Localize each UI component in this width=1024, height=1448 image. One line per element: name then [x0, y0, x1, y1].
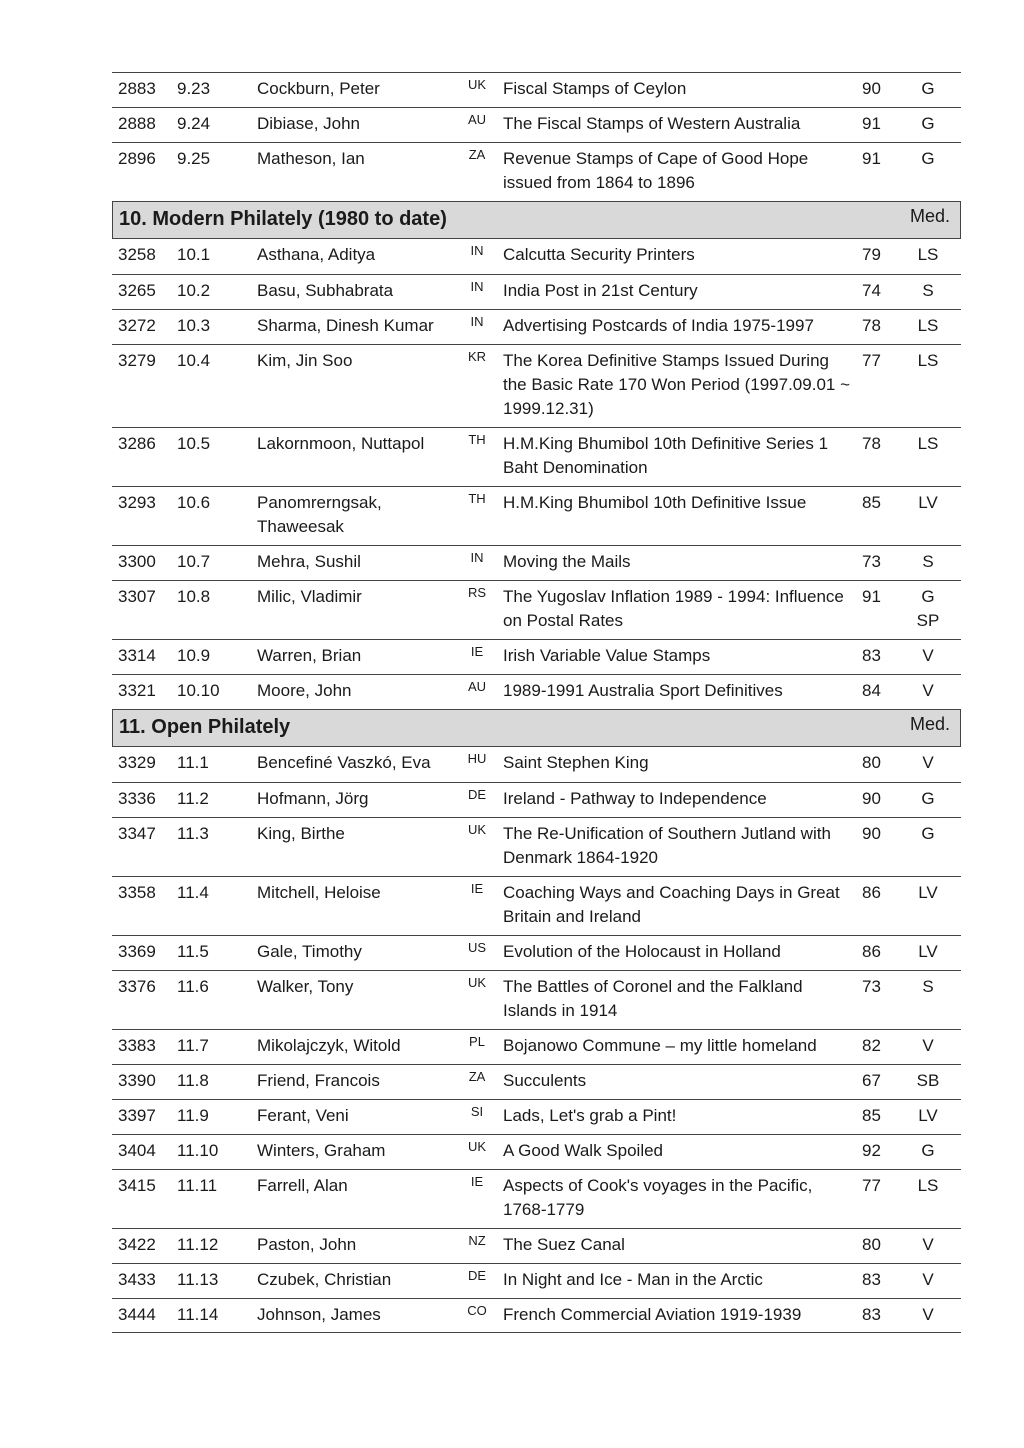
- exhibit-title: Revenue Stamps of Cape of Good Hope issued from 1864 to 1896: [503, 149, 809, 192]
- entry-reference: 11.6: [177, 977, 209, 996]
- exhibit-number: 3293: [118, 493, 156, 512]
- country-code: ZA: [468, 1069, 486, 1084]
- medal: V: [922, 681, 934, 700]
- medal: G: [921, 79, 935, 98]
- entry-reference: 11.12: [177, 1235, 219, 1254]
- country-code: IE: [470, 1174, 484, 1189]
- exhibit-title: The Suez Canal: [503, 1235, 625, 1254]
- medal: V: [922, 646, 934, 665]
- entry-reference: 10.10: [177, 681, 220, 700]
- exhibit-number: 3433: [118, 1270, 156, 1289]
- table-row: [112, 1169, 961, 1228]
- exhibit-number: 2896: [118, 149, 156, 168]
- exhibit-number: 3258: [118, 245, 156, 264]
- entry-reference: 11.10: [177, 1141, 219, 1160]
- country-code: IN: [470, 314, 484, 329]
- exhibitor-name: Hofmann, Jörg: [257, 789, 369, 808]
- medal: G: [921, 149, 935, 168]
- country-code: PL: [469, 1034, 485, 1049]
- medal: LS: [917, 245, 939, 264]
- exhibitor-name: Moore, John: [257, 681, 352, 700]
- exhibit-title: Advertising Postcards of India 1975-1997: [503, 316, 814, 335]
- table-row: [112, 1298, 961, 1333]
- table-row: [112, 970, 961, 1029]
- exhibitor-name: Bencefiné Vaszkó, Eva: [257, 753, 431, 772]
- entry-reference: 11.1: [177, 753, 209, 772]
- exhibit-title: H.M.King Bhumibol 10th Definitive Series 1 Baht Denomination: [503, 434, 829, 477]
- medal: G: [921, 1141, 935, 1160]
- table-row: [112, 674, 961, 709]
- entry-reference: 9.23: [177, 79, 211, 98]
- table-row: [112, 344, 961, 427]
- exhibit-title: Ireland - Pathway to Independence: [503, 789, 767, 808]
- exhibitor-name: Panomrerngsak, Thaweesak: [257, 493, 382, 536]
- exhibit-title: India Post in 21st Century: [503, 281, 698, 300]
- exhibit-title: French Commercial Aviation 1919-1939: [503, 1305, 802, 1324]
- country-code: UK: [467, 822, 487, 837]
- country-code: UK: [467, 975, 487, 990]
- table-row: [112, 1029, 961, 1064]
- country-code: TH: [468, 432, 486, 447]
- points: 74: [862, 281, 881, 300]
- section-title: 10. Modern Philately (1980 to date): [119, 208, 447, 230]
- table-row: [112, 1228, 961, 1263]
- exhibit-title: Succulents: [503, 1071, 587, 1090]
- exhibitor-name: Kim, Jin Soo: [257, 351, 353, 370]
- exhibit-number: 3369: [118, 942, 156, 961]
- exhibitor-name: Friend, Francois: [257, 1071, 380, 1090]
- exhibitor-name: Sharma, Dinesh Kumar: [257, 316, 434, 335]
- exhibitor-name: Paston, John: [257, 1235, 357, 1254]
- points: 73: [862, 552, 881, 571]
- exhibit-number: 2888: [118, 114, 156, 133]
- medal: V: [922, 1305, 934, 1324]
- exhibit-number: 3390: [118, 1071, 156, 1090]
- exhibit-title: The Yugoslav Inflation 1989 - 1994: Influence on Postal Rates: [503, 587, 844, 630]
- country-code: TH: [468, 491, 486, 506]
- medal: V: [922, 1036, 934, 1055]
- entry-reference: 11.5: [177, 942, 209, 961]
- table-row: [112, 1064, 961, 1099]
- country-code: IN: [470, 550, 484, 565]
- points: 82: [862, 1036, 881, 1055]
- country-code: DE: [467, 787, 487, 802]
- table-row: [112, 309, 961, 344]
- points: 83: [862, 1305, 881, 1324]
- exhibit-number: 3272: [118, 316, 156, 335]
- exhibit-number: 3314: [118, 646, 156, 665]
- table-row: [112, 817, 961, 876]
- entry-reference: 11.9: [177, 1106, 209, 1125]
- medal: V: [922, 1270, 934, 1289]
- entry-reference: 11.2: [177, 789, 209, 808]
- entry-reference: 10.6: [177, 493, 211, 512]
- points: 90: [862, 824, 881, 843]
- exhibit-title: Moving the Mails: [503, 552, 631, 571]
- exhibit-title: Bojanowo Commune – my little homeland: [503, 1036, 817, 1055]
- exhibit-number: 3404: [118, 1141, 156, 1160]
- results-table: [112, 72, 961, 1333]
- points: 67: [862, 1071, 881, 1090]
- entry-reference: 10.3: [177, 316, 211, 335]
- exhibit-title: Calcutta Security Printers: [503, 245, 695, 264]
- exhibit-number: 2883: [118, 79, 156, 98]
- entry-reference: 10.4: [177, 351, 211, 370]
- table-row: [112, 274, 961, 309]
- exhibit-title: Coaching Ways and Coaching Days in Great Britain and Ireland: [503, 883, 840, 926]
- points: 77: [862, 351, 881, 370]
- country-code: US: [467, 940, 487, 955]
- medal: G: [921, 114, 935, 133]
- entry-reference: 10.2: [177, 281, 211, 300]
- medal: LS: [917, 1176, 939, 1195]
- exhibit-title: The Re-Unification of Southern Jutland with Denmark 1864-1920: [503, 824, 831, 867]
- exhibit-number: 3329: [118, 753, 156, 772]
- medal: S: [922, 281, 934, 300]
- exhibit-number: 3397: [118, 1106, 156, 1125]
- section-header: [112, 201, 961, 239]
- points: 78: [862, 434, 881, 453]
- exhibit-number: 3376: [118, 977, 156, 996]
- points: 83: [862, 646, 881, 665]
- points: 85: [862, 493, 881, 512]
- exhibit-title: The Battles of Coronel and the Falkland Islands in 1914: [503, 977, 803, 1020]
- table-row: [112, 1099, 961, 1134]
- entry-reference: 10.7: [177, 552, 211, 571]
- exhibit-number: 3265: [118, 281, 156, 300]
- country-code: IE: [470, 644, 484, 659]
- points: 77: [862, 1176, 881, 1195]
- points: 91: [862, 149, 881, 168]
- exhibitor-name: Cockburn, Peter: [257, 79, 380, 98]
- exhibit-title: A Good Walk Spoiled: [503, 1141, 664, 1160]
- exhibitor-name: Matheson, Ian: [257, 149, 365, 168]
- points: 92: [862, 1141, 881, 1160]
- section-title: 11. Open Philately: [119, 716, 291, 738]
- country-code: UK: [467, 77, 487, 92]
- table-row: [112, 782, 961, 817]
- exhibit-title: Saint Stephen King: [503, 753, 649, 772]
- entry-reference: 11.4: [177, 883, 209, 902]
- medal: V: [922, 753, 934, 772]
- table-row: [112, 747, 961, 782]
- exhibitor-name: Mehra, Sushil: [257, 552, 361, 571]
- country-code: RS: [467, 585, 487, 600]
- exhibit-number: 3307: [118, 587, 156, 606]
- exhibitor-name: Winters, Graham: [257, 1141, 386, 1160]
- points: 79: [862, 245, 881, 264]
- exhibitor-name: Johnson, James: [257, 1305, 381, 1324]
- points: 78: [862, 316, 881, 335]
- country-code: KR: [467, 349, 487, 364]
- exhibit-number: 3444: [118, 1305, 156, 1324]
- points: 90: [862, 789, 881, 808]
- table-row: [112, 935, 961, 970]
- country-code: AU: [467, 112, 487, 127]
- exhibitor-name: Gale, Timothy: [257, 942, 362, 961]
- exhibitor-name: Asthana, Aditya: [257, 245, 376, 264]
- exhibitor-name: Lakornmoon, Nuttapol: [257, 434, 425, 453]
- entry-reference: 10.9: [177, 646, 211, 665]
- exhibitor-name: Milic, Vladimir: [257, 587, 362, 606]
- medal: LS: [917, 434, 939, 453]
- points: 80: [862, 753, 881, 772]
- country-code: AU: [467, 679, 487, 694]
- table-row: [112, 72, 961, 107]
- medal: G SP: [916, 587, 940, 630]
- exhibit-number: 3383: [118, 1036, 156, 1055]
- exhibit-title: The Korea Definitive Stamps Issued During the Basic Rate 170 Won Period (1997.09.01 ~ 1999.12.31): [503, 351, 850, 418]
- country-code: SI: [470, 1104, 484, 1119]
- points: 86: [862, 942, 881, 961]
- entry-reference: 9.24: [177, 114, 211, 133]
- exhibitor-name: Walker, Tony: [257, 977, 354, 996]
- country-code: ZA: [468, 147, 486, 162]
- entry-reference: 10.1: [177, 245, 211, 264]
- medal: LV: [918, 493, 938, 512]
- exhibit-number: 3286: [118, 434, 156, 453]
- table-row: [112, 639, 961, 674]
- exhibit-number: 3358: [118, 883, 156, 902]
- exhibit-title: 1989-1991 Australia Sport Definitives: [503, 681, 783, 700]
- exhibit-number: 3422: [118, 1235, 156, 1254]
- table-row: [112, 142, 961, 201]
- medal-column-header: Med.: [909, 206, 950, 226]
- exhibitor-name: Dibiase, John: [257, 114, 361, 133]
- exhibitor-name: King, Birthe: [257, 824, 345, 843]
- exhibit-title: Lads, Let's grab a Pint!: [503, 1106, 677, 1125]
- country-code: NZ: [468, 1233, 486, 1248]
- exhibitor-name: Warren, Brian: [257, 646, 362, 665]
- points: 91: [862, 114, 881, 133]
- exhibit-number: 3347: [118, 824, 156, 843]
- exhibit-title: Aspects of Cook's voyages in the Pacific, 1768-1779: [503, 1176, 813, 1219]
- table-row: [112, 545, 961, 580]
- medal: V: [922, 1235, 934, 1254]
- exhibitor-name: Mitchell, Heloise: [257, 883, 381, 902]
- table-row: [112, 486, 961, 545]
- medal: G: [921, 789, 935, 808]
- country-code: CO: [467, 1303, 487, 1318]
- exhibit-title: H.M.King Bhumibol 10th Definitive Issue: [503, 493, 807, 512]
- table-row: [112, 876, 961, 935]
- points: 85: [862, 1106, 881, 1125]
- country-code: IN: [470, 243, 484, 258]
- points: 90: [862, 79, 881, 98]
- entry-reference: 11.13: [177, 1270, 219, 1289]
- section-header: [112, 709, 961, 747]
- points: 83: [862, 1270, 881, 1289]
- table-row: [112, 1263, 961, 1298]
- table-row: [112, 1134, 961, 1169]
- points: 80: [862, 1235, 881, 1254]
- entry-reference: 11.3: [177, 824, 209, 843]
- table-row: [112, 427, 961, 486]
- medal: LV: [918, 883, 938, 902]
- medal: S: [922, 552, 934, 571]
- entry-reference: 11.7: [177, 1036, 209, 1055]
- medal: LV: [918, 942, 938, 961]
- table-row: [112, 580, 961, 639]
- medal: SB: [916, 1071, 940, 1090]
- country-code: IE: [470, 881, 484, 896]
- exhibitor-name: Mikolajczyk, Witold: [257, 1036, 401, 1055]
- entry-reference: 11.8: [177, 1071, 209, 1090]
- points: 86: [862, 883, 881, 902]
- exhibit-number: 3336: [118, 789, 156, 808]
- table-row: [112, 107, 961, 142]
- medal: LS: [917, 351, 939, 370]
- points: 73: [862, 977, 881, 996]
- medal: LV: [918, 1106, 938, 1125]
- exhibitor-name: Basu, Subhabrata: [257, 281, 394, 300]
- entry-reference: 9.25: [177, 149, 211, 168]
- exhibit-number: 3415: [118, 1176, 156, 1195]
- entry-reference: 11.11: [177, 1176, 218, 1195]
- exhibit-title: Evolution of the Holocaust in Holland: [503, 942, 781, 961]
- exhibit-title: In Night and Ice - Man in the Arctic: [503, 1270, 763, 1289]
- exhibit-number: 3300: [118, 552, 156, 571]
- exhibit-number: 3279: [118, 351, 156, 370]
- medal-column-header: Med.: [909, 714, 950, 734]
- entry-reference: 10.8: [177, 587, 211, 606]
- table-row: [112, 239, 961, 274]
- entry-reference: 11.14: [177, 1305, 219, 1324]
- exhibitor-name: Czubek, Christian: [257, 1270, 392, 1289]
- country-code: DE: [467, 1268, 487, 1283]
- exhibit-title: Irish Variable Value Stamps: [503, 646, 711, 665]
- country-code: UK: [467, 1139, 487, 1154]
- country-code: IN: [470, 279, 484, 294]
- exhibit-title: The Fiscal Stamps of Western Australia: [503, 114, 801, 133]
- exhibit-title: Fiscal Stamps of Ceylon: [503, 79, 687, 98]
- medal: G: [921, 824, 935, 843]
- exhibit-number: 3321: [118, 681, 156, 700]
- entry-reference: 10.5: [177, 434, 211, 453]
- medal: S: [922, 977, 934, 996]
- medal: LS: [917, 316, 939, 335]
- points: 84: [862, 681, 881, 700]
- exhibitor-name: Ferant, Veni: [257, 1106, 349, 1125]
- exhibitor-name: Farrell, Alan: [257, 1176, 348, 1195]
- points: 91: [862, 587, 881, 606]
- country-code: HU: [467, 751, 487, 766]
